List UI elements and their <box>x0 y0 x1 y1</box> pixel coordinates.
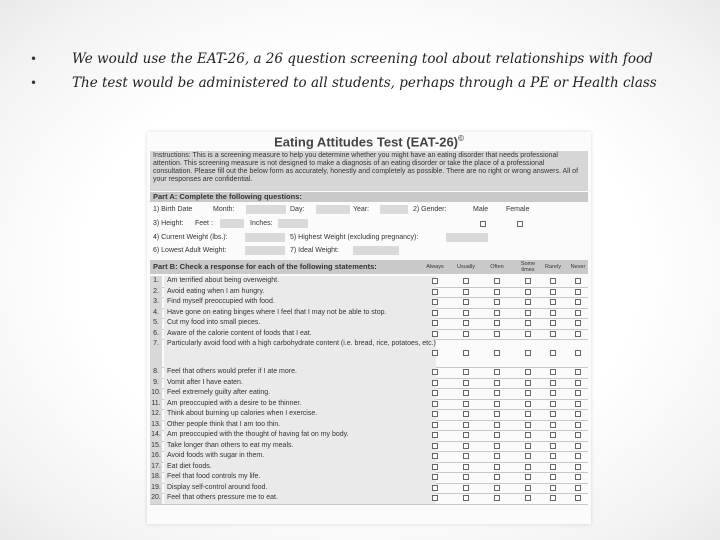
statement-text: Vomit after I have eaten. <box>164 378 436 389</box>
response-checkbox[interactable] <box>550 464 556 470</box>
response-checkbox[interactable] <box>463 495 469 501</box>
response-checkbox[interactable] <box>432 390 438 396</box>
response-checkbox[interactable] <box>575 401 581 407</box>
statement-number: 12. <box>150 409 162 420</box>
statement-text: Feel that others would prefer if I ate more. <box>164 367 436 378</box>
response-checkbox[interactable] <box>525 495 531 501</box>
response-checkbox[interactable] <box>494 380 500 386</box>
response-checkbox[interactable] <box>432 422 438 428</box>
female-label: Female <box>506 206 530 213</box>
male-label: Male <box>473 206 489 213</box>
response-checkbox[interactable] <box>525 299 531 305</box>
bullet-dot-icon: • <box>30 52 38 66</box>
response-checkbox[interactable] <box>575 474 581 480</box>
ideal-weight-label: 7) Ideal Weight: <box>290 247 339 254</box>
response-checkbox[interactable] <box>432 299 438 305</box>
response-checkbox[interactable] <box>525 278 531 284</box>
response-checkbox[interactable] <box>463 350 469 356</box>
response-checkbox[interactable] <box>463 401 469 407</box>
statement-text: Avoid foods with sugar in them. <box>164 451 436 462</box>
response-checkbox[interactable] <box>550 495 556 501</box>
form-row-weights-2 <box>150 245 588 256</box>
birth-date-label: 1) Birth Date <box>153 206 193 213</box>
statement-text: Aware of the calorie content of foods that I eat. <box>164 329 436 340</box>
highest-weight-label: 5) Highest Weight (excluding pregnancy): <box>290 234 419 241</box>
response-checkbox[interactable] <box>550 390 556 396</box>
response-checkbox[interactable] <box>463 380 469 386</box>
statement-number: 2. <box>150 287 162 298</box>
statement-number: 15. <box>150 441 162 452</box>
part-a-heading: Part A: Complete the following questions: <box>150 192 588 202</box>
response-checkbox[interactable] <box>575 464 581 470</box>
response-checkbox[interactable] <box>575 422 581 428</box>
statement-number: 5. <box>150 318 162 329</box>
response-checkbox[interactable] <box>550 474 556 480</box>
statement-text: Am preoccupied with a desire to be thinner. <box>164 399 436 410</box>
response-checkbox[interactable] <box>494 350 500 356</box>
response-checkbox[interactable] <box>525 331 531 337</box>
form-instructions: Instructions: This is a screening measure to help you determine whether you might have an eating disorder that needs professional attention. This screening measure is not designed to make a diagnosis of an eating disorder or take the place of a professional consultation. Please fill out the below form as accurately, honestly and completely as possible. There are no right or wrong answers. All of your responses are confidential. <box>150 151 588 191</box>
response-checkbox[interactable] <box>432 464 438 470</box>
current-weight-label: 4) Current Weight (lbs.): <box>153 234 228 241</box>
statement-text: Have gone on eating binges where I feel that I may not be able to stop. <box>164 308 436 319</box>
response-checkbox[interactable] <box>432 443 438 449</box>
response-checkbox[interactable] <box>575 453 581 459</box>
response-checkbox[interactable] <box>494 485 500 491</box>
statement-number: 14. <box>150 430 162 441</box>
year-label: Year: <box>353 206 370 213</box>
response-checkbox[interactable] <box>494 411 500 417</box>
response-checkbox[interactable] <box>463 411 469 417</box>
response-checkbox[interactable] <box>463 464 469 470</box>
response-checkbox[interactable] <box>463 331 469 337</box>
statement-number: 18. <box>150 472 162 483</box>
response-checkbox[interactable] <box>525 453 531 459</box>
statement-number: 8. <box>150 367 162 378</box>
response-checkbox[interactable] <box>463 289 469 295</box>
inches-label: Inches: <box>250 220 273 227</box>
response-checkbox[interactable] <box>494 464 500 470</box>
lowest-weight-field[interactable] <box>245 246 285 255</box>
bullet-text: The test would be administered to all students, perhaps through a PE or Health class <box>72 75 657 91</box>
response-checkbox[interactable] <box>432 331 438 337</box>
response-checkbox[interactable] <box>494 453 500 459</box>
statement-row <box>150 339 588 368</box>
statement-number: 9. <box>150 378 162 389</box>
statement-number: 6. <box>150 329 162 340</box>
response-checkbox[interactable] <box>432 310 438 316</box>
form-row-birth-gender <box>150 204 588 215</box>
response-checkbox[interactable] <box>494 369 500 375</box>
statement-number: 17. <box>150 462 162 473</box>
response-checkbox[interactable] <box>525 443 531 449</box>
statement-text: Am preoccupied with the thought of having fat on my body. <box>164 430 436 441</box>
response-checkbox[interactable] <box>432 401 438 407</box>
response-checkbox[interactable] <box>432 278 438 284</box>
response-checkbox[interactable] <box>494 443 500 449</box>
statement-text: Am terrified about being overweight. <box>164 276 436 287</box>
response-checkbox[interactable] <box>494 278 500 284</box>
statement-number: 7. <box>150 339 162 367</box>
response-checkbox[interactable] <box>432 320 438 326</box>
response-checkbox[interactable] <box>463 310 469 316</box>
response-checkbox[interactable] <box>494 320 500 326</box>
form-row-height <box>150 218 588 229</box>
response-checkbox[interactable] <box>575 380 581 386</box>
statement-text: Feel that food controls my life. <box>164 472 436 483</box>
bullet-text: We would use the EAT-26, a 26 question screening tool about relationships with food <box>72 51 653 67</box>
response-checkbox[interactable] <box>575 369 581 375</box>
form-row-weights-1 <box>150 232 588 243</box>
statement-text: Eat diet foods. <box>164 462 436 473</box>
form-title: Eating Attitudes Test (EAT-26)© <box>274 134 464 150</box>
bullet-list <box>30 48 710 96</box>
statement-number: 11. <box>150 399 162 410</box>
part-b-heading <box>150 260 588 274</box>
statement-number: 16. <box>150 451 162 462</box>
statement-number: 19. <box>150 483 162 494</box>
male-checkbox[interactable] <box>480 221 486 227</box>
response-checkbox[interactable] <box>550 432 556 438</box>
copyright-mark: © <box>458 134 464 143</box>
statement-text: Feel extremely guilty after eating. <box>164 388 436 399</box>
response-checkbox[interactable] <box>463 369 469 375</box>
column-header: Always <box>426 264 444 270</box>
ideal-weight-field[interactable] <box>353 246 399 255</box>
response-checkbox[interactable] <box>550 299 556 305</box>
response-checkbox[interactable] <box>432 380 438 386</box>
response-checkbox[interactable] <box>525 310 531 316</box>
current-weight-field[interactable] <box>245 233 285 242</box>
response-checkbox[interactable] <box>550 453 556 459</box>
statement-text: Find myself preoccupied with food. <box>164 297 436 308</box>
response-checkbox[interactable] <box>494 495 500 501</box>
response-checkbox[interactable] <box>550 350 556 356</box>
response-checkbox[interactable] <box>575 310 581 316</box>
response-checkbox[interactable] <box>575 320 581 326</box>
response-checkbox[interactable] <box>575 299 581 305</box>
response-checkbox[interactable] <box>525 289 531 295</box>
response-checkbox[interactable] <box>525 432 531 438</box>
response-checkbox[interactable] <box>463 422 469 428</box>
statement-row <box>150 493 588 505</box>
response-checkbox[interactable] <box>575 411 581 417</box>
response-checkbox[interactable] <box>463 390 469 396</box>
response-checkbox[interactable] <box>525 411 531 417</box>
statement-number: 20. <box>150 493 162 504</box>
response-checkbox[interactable] <box>463 432 469 438</box>
column-header: Usually <box>456 264 476 270</box>
response-checkbox[interactable] <box>525 380 531 386</box>
response-checkbox[interactable] <box>463 443 469 449</box>
highest-weight-field[interactable] <box>446 233 488 242</box>
response-checkbox[interactable] <box>575 350 581 356</box>
response-checkbox[interactable] <box>432 432 438 438</box>
response-checkbox[interactable] <box>550 380 556 386</box>
response-checkbox[interactable] <box>494 331 500 337</box>
response-checkbox[interactable] <box>525 401 531 407</box>
column-header: Never <box>570 264 586 270</box>
response-checkbox[interactable] <box>494 299 500 305</box>
statement-text: Particularly avoid food with a high carbohydrate content (i.e. bread, rice, potatoes, etc.) <box>164 339 436 367</box>
statement-text: Think about burning up calories when I exercise. <box>164 409 436 420</box>
year-field[interactable] <box>380 205 408 214</box>
response-checkbox[interactable] <box>525 474 531 480</box>
response-checkbox[interactable] <box>494 422 500 428</box>
statement-number: 3. <box>150 297 162 308</box>
response-checkbox[interactable] <box>575 390 581 396</box>
response-checkbox[interactable] <box>432 485 438 491</box>
lowest-weight-label: 6) Lowest Adult Weight: <box>153 247 227 254</box>
response-checkbox[interactable] <box>432 453 438 459</box>
response-checkbox[interactable] <box>463 320 469 326</box>
response-checkbox[interactable] <box>525 464 531 470</box>
statement-text: Display self-control around food. <box>164 483 436 494</box>
response-checkbox[interactable] <box>463 453 469 459</box>
statement-text: Cut my food into small pieces. <box>164 318 436 329</box>
response-checkbox[interactable] <box>432 474 438 480</box>
response-checkbox[interactable] <box>575 485 581 491</box>
response-checkbox[interactable] <box>463 299 469 305</box>
response-checkbox[interactable] <box>575 432 581 438</box>
response-checkbox[interactable] <box>550 331 556 337</box>
response-checkbox[interactable] <box>550 278 556 284</box>
statement-number: 4. <box>150 308 162 319</box>
response-checkbox[interactable] <box>550 310 556 316</box>
response-checkbox[interactable] <box>494 401 500 407</box>
statement-text: Avoid eating when I am hungry. <box>164 287 436 298</box>
bullet-item <box>30 48 710 72</box>
response-checkbox[interactable] <box>575 278 581 284</box>
response-checkbox[interactable] <box>525 390 531 396</box>
response-checkbox[interactable] <box>550 289 556 295</box>
response-checkbox[interactable] <box>494 310 500 316</box>
statement-number: 10. <box>150 388 162 399</box>
response-checkbox[interactable] <box>525 350 531 356</box>
response-checkbox[interactable] <box>494 289 500 295</box>
response-checkbox[interactable] <box>550 485 556 491</box>
response-checkbox[interactable] <box>494 432 500 438</box>
response-checkbox[interactable] <box>525 369 531 375</box>
height-label: 3) Height: <box>153 220 184 227</box>
response-checkbox[interactable] <box>575 495 581 501</box>
response-checkbox[interactable] <box>432 369 438 375</box>
response-checkbox[interactable] <box>463 474 469 480</box>
column-header: Often <box>490 264 504 270</box>
response-checkbox[interactable] <box>494 390 500 396</box>
response-checkbox[interactable] <box>525 485 531 491</box>
response-checkbox[interactable] <box>575 443 581 449</box>
response-checkbox[interactable] <box>525 320 531 326</box>
month-field[interactable] <box>246 205 286 214</box>
feet-field[interactable] <box>220 219 244 228</box>
response-checkbox[interactable] <box>463 278 469 284</box>
eat-26-form-image <box>147 132 591 524</box>
response-checkbox[interactable] <box>525 422 531 428</box>
response-checkbox[interactable] <box>550 422 556 428</box>
response-checkbox[interactable] <box>575 289 581 295</box>
response-checkbox[interactable] <box>432 495 438 501</box>
response-checkbox[interactable] <box>550 320 556 326</box>
statement-text: Take longer than others to eat my meals. <box>164 441 436 452</box>
bullet-item <box>30 72 710 96</box>
day-label: Day: <box>290 206 305 213</box>
response-checkbox[interactable] <box>550 369 556 375</box>
column-header: Some times <box>520 261 536 273</box>
part-b-title: Part B: Check a response for each of the following statements: <box>153 262 377 271</box>
statement-text: Feel that others pressure me to eat. <box>164 493 436 504</box>
column-header: Rarely <box>545 264 561 270</box>
statement-number: 13. <box>150 420 162 431</box>
response-checkbox[interactable] <box>550 401 556 407</box>
response-checkbox[interactable] <box>550 411 556 417</box>
response-checkbox[interactable] <box>494 474 500 480</box>
response-checkbox[interactable] <box>432 289 438 295</box>
inches-field[interactable] <box>278 219 308 228</box>
bullet-dot-icon: • <box>30 76 38 90</box>
statement-number: 1. <box>150 276 162 287</box>
month-label: Month: <box>213 206 235 213</box>
statement-text: Other people think that I am too thin. <box>164 420 436 431</box>
day-field[interactable] <box>316 205 350 214</box>
response-checkbox[interactable] <box>550 443 556 449</box>
gender-label: 2) Gender: <box>413 206 447 213</box>
female-checkbox[interactable] <box>517 221 523 227</box>
response-checkbox[interactable] <box>432 350 438 356</box>
response-checkbox[interactable] <box>432 411 438 417</box>
response-checkbox[interactable] <box>463 485 469 491</box>
response-checkbox[interactable] <box>575 331 581 337</box>
feet-label: Feet : <box>195 220 213 227</box>
